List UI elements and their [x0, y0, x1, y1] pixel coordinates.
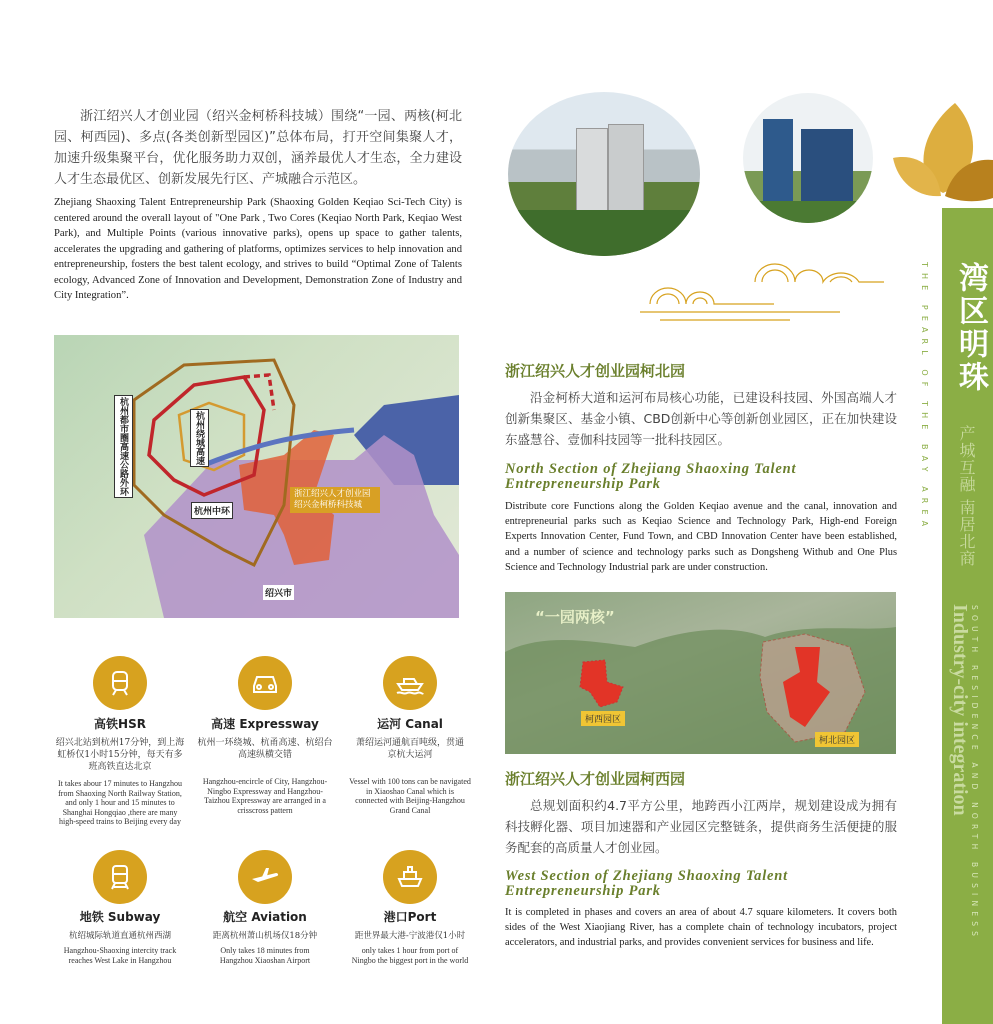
- building-photo-1: [508, 92, 700, 256]
- transport-en: only takes 1 hour from port of Ningbo the biggest port in the world: [351, 946, 469, 965]
- transport-title: 航空 Aviation: [223, 910, 307, 924]
- transport-zh: 杭绍城际轨道直通杭州西湖: [68, 931, 171, 941]
- transport-title: 运河 Canal: [377, 717, 443, 731]
- west-body-zh: 总规划面积约4.7平方公里，地跨西小江两岸，规划建设成为拥有科技孵化器、项目加速器和产业园区完整链条，提供商务生活便捷的服务配套的高质量人才创业园。: [505, 798, 897, 855]
- transport-title: 高铁HSR: [94, 717, 146, 731]
- transport-title: 地铁 Subway: [79, 910, 161, 924]
- leaf-logo-icon: [893, 98, 993, 210]
- city-label: 绍兴市: [263, 585, 294, 600]
- train-icon: [93, 656, 147, 710]
- intro-en: Zhejiang Shaoxing Talent Entrepreneurship Park (Shaoxing Golden Keqiao Sci-Tech City) is centered around the overall layout of "One Park , Two Cores (Keqiao North Park, Keqiao West Park), and Multiple Points (various innovative parks), opens up space to gather talents, accelerates the upgrading and gathering of platforms, optimizes services to help innovation and entrepreneurship, fosters the best talent ecology, and strives to build “Optimal Zone of Talents ecology, Advanced Zone of Innovation and Development, Demonstration Zone of Industry and City Integration”.: [54, 197, 462, 301]
- subway-icon: [93, 850, 147, 904]
- transport-en: Hangzhou-Shaoxing intercity track reaches West Lake in Hangzhou: [63, 946, 177, 965]
- airplane-icon: [238, 850, 292, 904]
- intro-zh: 浙江绍兴人才创业园（绍兴金柯桥科技城）围绕“一园、两核(柯北园、柯西园)、多点(各类创新型园区)”总体布局，打开空间集聚人才，加速升级集聚平台，优化服务助力双创，涵养最优人才生态，全力建设人才生态最优区、创新发展先行区、产城融合示范区。: [54, 109, 462, 187]
- transport-expressway: [190, 715, 340, 815]
- west-title-en: [505, 869, 788, 899]
- middle-ring-label: 杭州中环: [191, 502, 233, 519]
- transport-subway: [45, 908, 195, 965]
- north-title-zh: 浙江绍兴人才创业园柯北园: [505, 362, 686, 380]
- inner-ring-label: 杭州绕城高速: [190, 409, 209, 467]
- transport-zh: 杭州一环绕城、杭甬高速、杭绍台高速纵横交错: [197, 738, 333, 760]
- sidebar-en-title: Industry-city integration: [949, 604, 971, 816]
- north-body-en: Distribute core Functions along the Golden Keqiao avenue and the canal, innovation and entrepreneurial parks such as Keqiao Science and Technology Park, High-end Foreign Experts Innovation Center, Fund Town, and CBD Innovation Center have been established, and a number of science and technology parks such as Dongsheng Withub and One Plus Science and Technology Industrial park are under construction.: [505, 501, 897, 573]
- south-caption: SOUTH RESIDENCE AND NORTH BUSINESS: [970, 605, 979, 942]
- transport-title: 港口Port: [383, 910, 437, 924]
- sidebar-title: 湾区明珠: [953, 262, 988, 394]
- transport-en: Vessel with 100 tons can be navigated in Xiaoshao Canal which is connected with Beijing-Hangzhou Grand Canal: [349, 777, 471, 815]
- sidebar-subtitle: 产城互融 南居北商: [957, 425, 976, 568]
- transport-zh: 距世界最大港-宁波港仅1小时: [354, 931, 466, 941]
- map2-title: “一园两核”: [535, 608, 615, 626]
- transport-en: It takes abour 17 minutes to Hangzhou from Shaoxing North Railway Station, and only 1 hour and 15 minutes to Shanghai Hongqiao ,there are many high-speed trains to Beijing every day: [58, 779, 182, 826]
- cloud-decoration-icon: [640, 262, 890, 327]
- north-body-zh: 沿金柯桥大道和运河布局核心功能，已建设科技园、外国高端人才创新集聚区、基金小镇、CBD创新中心等创新创业园区，正在加快建设东盛慧谷、壹伽科技园等一批科技园区。: [505, 390, 897, 447]
- west-title-zh: 浙江绍兴人才创业园柯西园: [505, 770, 686, 788]
- west-park-label: 柯西园区: [581, 711, 625, 726]
- transport-hsr: [45, 715, 195, 827]
- pearl-caption: THE PEARL OF THE BAY AREA: [920, 262, 929, 533]
- car-icon: [238, 656, 292, 710]
- transport-aviation: [190, 908, 340, 965]
- north-title-en-line: Entrepreneurship Park: [505, 476, 661, 492]
- west-body-en: It is completed in phases and covers an area of about 4.7 square kilometers. It covers both sides of the West Xiaojiang River, has a complete chain of technology incubators, project accelerators, and industrial parks, and provides convenient services for business and life.: [505, 907, 897, 949]
- north-title-en: [505, 462, 796, 492]
- north-title-en-line: North Section of Zhejiang Shaoxing Talent: [505, 461, 797, 477]
- west-title-en-line: Entrepreneurship Park: [505, 883, 661, 899]
- ship-icon: [383, 850, 437, 904]
- transport-en: Hangzhou-encircle of City, Hangzhou-Ningbo Expressway and Hangzhou-Taizhou Expressway are arranged in a crisscross pattern: [202, 777, 328, 815]
- transport-canal: [335, 715, 485, 815]
- regional-map: [54, 335, 459, 618]
- boat-icon: [383, 656, 437, 710]
- outer-ring-label: 杭州都市圈高速公路外环: [114, 395, 133, 498]
- transport-title: 高速 Expressway: [211, 717, 319, 731]
- north-park-label: 柯北园区: [815, 732, 859, 747]
- one-park-two-cores-map: [505, 592, 896, 754]
- west-title-en-line: West Section of Zhejiang Shaoxing Talent: [505, 868, 788, 884]
- transport-zh: 萧绍运河通航百吨级，贯通京杭大运河: [355, 738, 464, 760]
- transport-zh: 绍兴北站到杭州17分钟，到上海虹桥仅1小时15分钟，每天有多班高铁直达北京: [55, 738, 185, 772]
- transport-zh: 距离杭州萧山机场仅18分钟: [212, 931, 318, 941]
- park-label: 浙江绍兴人才创业园 绍兴金柯桥科技城: [290, 487, 380, 513]
- transport-en: Only takes 18 minutes from Hangzhou Xiaoshan Airport: [219, 946, 311, 965]
- transport-port: [335, 908, 485, 965]
- building-photo-2: [743, 93, 873, 223]
